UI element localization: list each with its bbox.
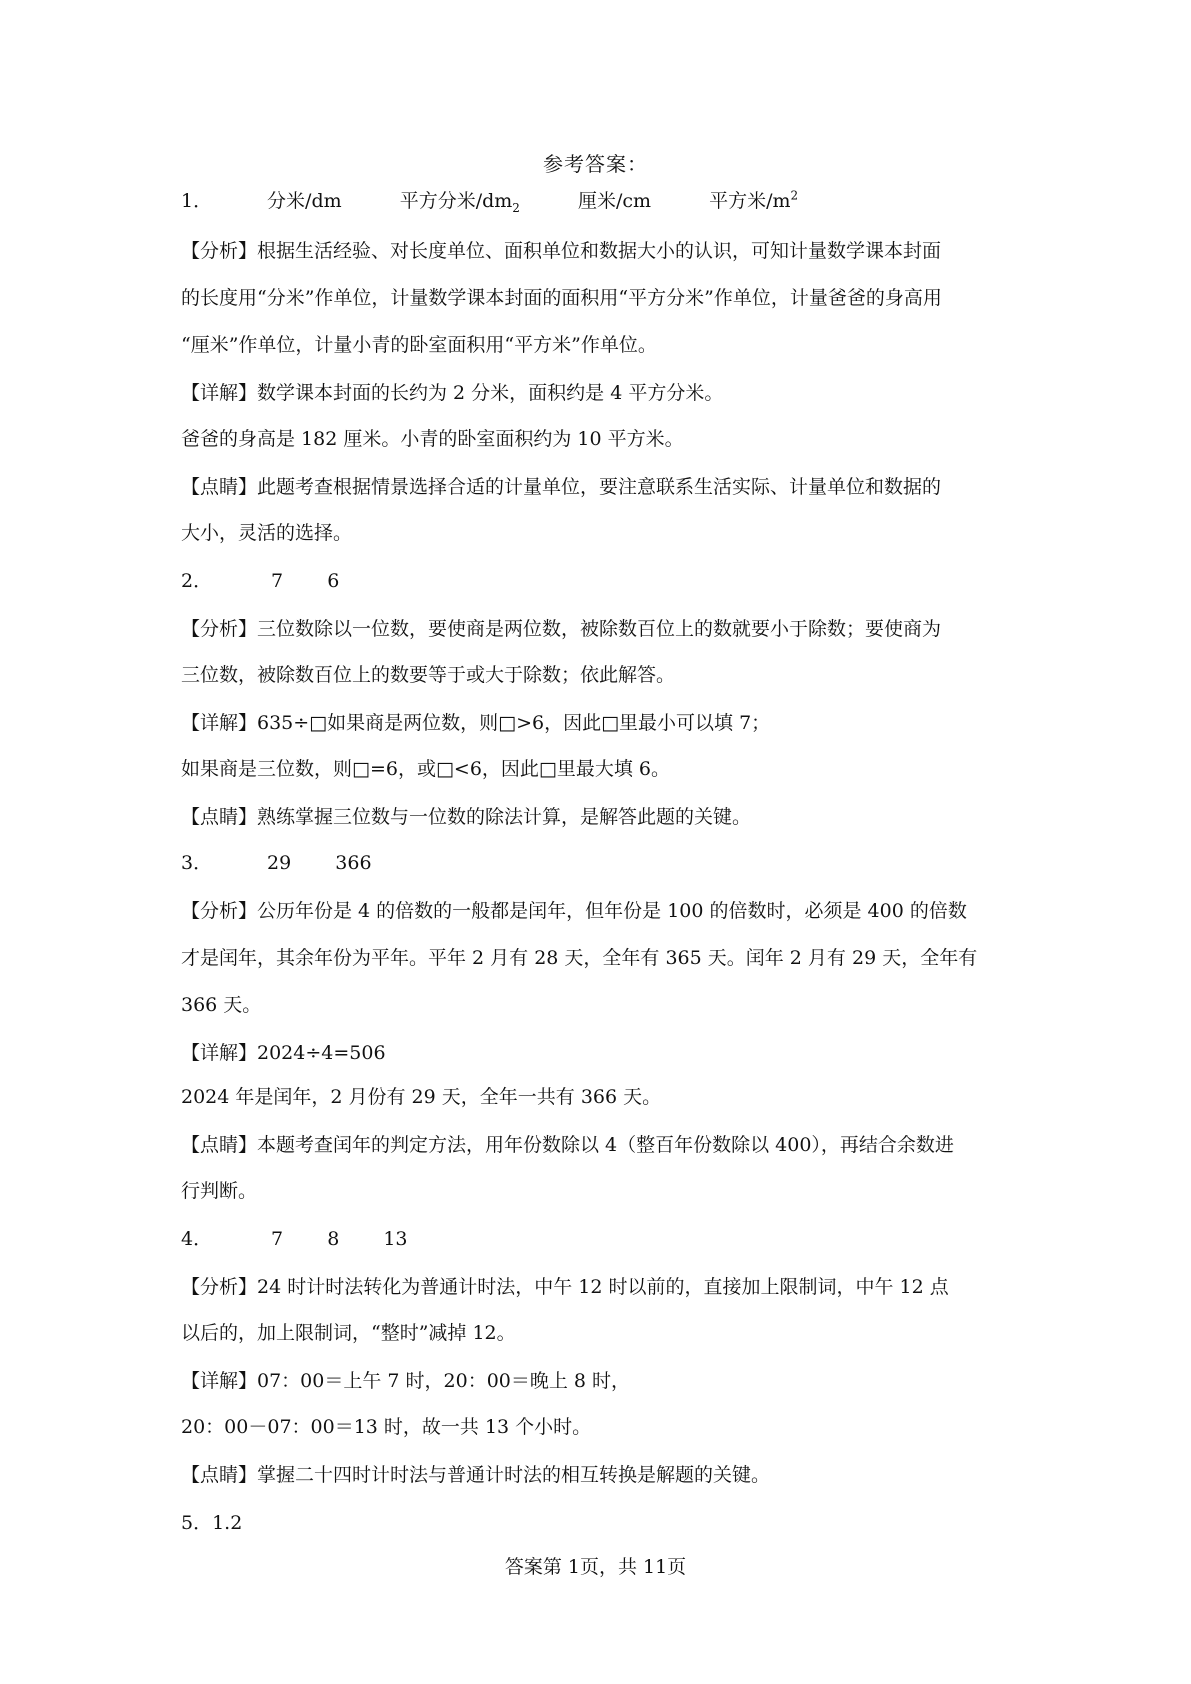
q4-point-line-1: 【点睛】掌握二十四时计时法与普通计时法的相互转换是解题的关键。	[181, 1464, 771, 1486]
q3-number: 3．	[181, 852, 213, 874]
q2-number: 2．	[181, 570, 213, 592]
q1-answer-4: 平方米$/m^2$	[709, 188, 799, 212]
q1-point-line-2: 大小，灵活的选择。	[181, 522, 353, 544]
q2-answers	[181, 566, 377, 593]
q2-point-line-1: 【点睛】熟练掌握三位数与一位数的除法计算，是解答此题的关键。	[181, 806, 752, 828]
q5-answer-1: 1.2	[212, 1512, 243, 1534]
q1-answer-1: 分米/dm	[267, 190, 342, 212]
q2-analysis-line-2: 三位数，被除数百位上的数要等于或大于除数；依此解答。	[181, 664, 676, 686]
q3-point-line-2: 行判断。	[181, 1180, 258, 1202]
q2-answer-2: 6	[327, 570, 340, 592]
q3-analysis-line-1: 【分析】公历年份是 4 的倍数的一般都是闰年，但年份是 100 的倍数时，必须是 400 的倍数	[181, 900, 967, 922]
q1-analysis-line-1: 【分析】根据生活经验、对长度单位、面积单位和数据大小的认识，可知计量数学课本封面	[181, 240, 942, 262]
q1-answer-2: 平方分米$/dm_2$	[399, 190, 520, 215]
q1-answer-3: 厘米/cm	[577, 190, 652, 212]
q1-number: 1．	[181, 190, 213, 212]
q3-analysis-line-2: 才是闰年，其余年份为平年。平年 2 月有 28 天，全年有 365 天。闰年 2 月有 29 天，全年有	[181, 947, 978, 969]
q3-answer-2: 366	[335, 852, 372, 874]
q4-answers	[181, 1224, 446, 1251]
q4-detail-line-2: 20：00－07：00＝13 时，故一共 13 个小时。	[181, 1416, 592, 1438]
q2-analysis-line-1: 【分析】三位数除以一位数，要使商是两位数，被除数百位上的数就要小于除数；要使商为	[181, 618, 942, 640]
q4-number: 4．	[181, 1228, 213, 1250]
q3-answers	[181, 848, 410, 875]
q4-answer-3: 13	[383, 1228, 408, 1250]
q2-detail-line-2: 如果商是三位数，则□=6，或□<6，因此□里最大填 6。	[181, 758, 671, 780]
q1-point-line-1: 【点睛】此题考查根据情景选择合适的计量单位，要注意联系生活实际、计量单位和数据的	[181, 476, 942, 498]
q2-answer-1: 7	[271, 570, 284, 592]
q4-analysis-line-1: 【分析】24 时计时法转化为普通计时法，中午 12 时以前的，直接加上限制词，中午 12 点	[181, 1276, 949, 1298]
q4-analysis-line-2: 以后的，加上限制词，“整时”减掉 12。	[181, 1322, 516, 1344]
q3-detail-line-1: 【详解】2024÷4=506	[181, 1042, 386, 1064]
q4-answer-1: 7	[271, 1228, 284, 1250]
q3-detail-line-2: 2024 年是闰年，2 月份有 29 天，全年一共有 366 天。	[181, 1086, 662, 1108]
q5-answers	[181, 1508, 242, 1535]
q1-detail-line-1: 【详解】数学课本封面的长约为 2 分米，面积约是 4 平方分米。	[181, 382, 724, 404]
q1-analysis-line-2: 的长度用“分米”作单位，计量数学课本封面的面积用“平方分米”作单位，计量爸爸的身高用	[181, 287, 942, 309]
q4-answer-2: 8	[327, 1228, 340, 1250]
q3-answer-1: 29	[267, 852, 292, 874]
q3-point-line-1: 【点睛】本题考查闰年的判定方法，用年份数除以 4（整百年份数除以 400），再结合余数进	[181, 1134, 954, 1156]
q1-answers	[181, 186, 836, 215]
q3-analysis-line-3: 366 天。	[181, 994, 262, 1016]
page-title: 参考答案：	[543, 152, 648, 176]
q1-analysis-line-3: “厘米”作单位，计量小青的卧室面积用“平方米”作单位。	[181, 334, 657, 356]
q1-detail-line-2: 爸爸的身高是 182 厘米。小青的卧室面积约为 10 平方米。	[181, 428, 684, 450]
q2-detail-line-1: 【详解】635÷□如果商是两位数，则□>6，因此□里最小可以填 7；	[181, 712, 771, 734]
q5-number: 5．	[181, 1512, 213, 1534]
page-footer: 答案第 1页，共 11页	[504, 1556, 687, 1578]
q4-detail-line-1: 【详解】07：00＝上午 7 时，20：00＝晚上 8 时，	[181, 1370, 631, 1392]
